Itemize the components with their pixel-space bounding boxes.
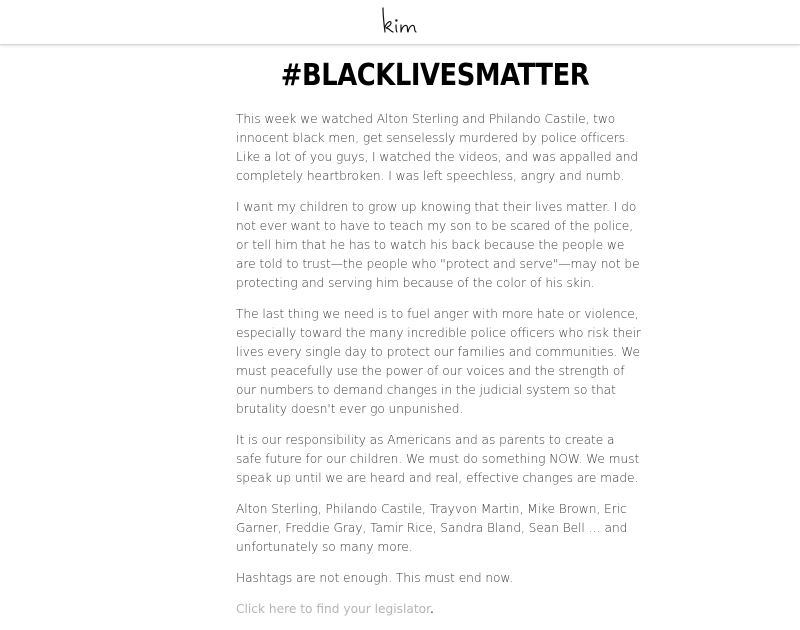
article [236,56,642,619]
top-bar [0,0,800,45]
article-paragraph: The last thing we need is to fuel anger with more hate or violence, especially toward the many incredible police officers who risk their lives every single day to protect our families and communities. We must peacefully use the power of our voices and the strength of our numbers to demand changes in the judicial system so that brutality doesn't ever go unpunished. [236,307,641,416]
article-title: #BLACKLIVESMATTER [280,58,590,93]
article-paragraph: Alton Sterling, Philando Castile, Trayvon Martin, Mike Brown, Eric Garner, Freddie Gray, Tamir Rice, Sandra Bland, Sean Bell … and unfortunately so many more. [236,502,628,554]
link-period: . [430,602,434,616]
kim-script-logo-icon [377,5,423,39]
article-paragraph: This week we watched Alton Sterling and Philando Castile, two innocent black men, get senselessly murdered by police officers. Like a lot of you guys, I watched the videos, and was appalled and completely heartbroken. I was left speechless, angry and numb. [236,112,639,183]
legislator-link-line [236,600,642,619]
article-paragraph: I want my children to grow up knowing that their lives matter. I do not ever want to have to teach my son to be scared of the police, or tell him that he has to watch his back because the people we are told to trust—the people who "protect and serve"—may not be protecting and serving him because of the color of his skin. [236,200,640,290]
article-paragraph: It is our responsibility as Americans and as parents to create a safe future for our children. We must do something NOW. We must speak up until we are heard and real, effective changes are made. [236,433,640,485]
article-paragraph: Hashtags are not enough. This must end now. [236,571,514,585]
find-legislator-link[interactable]: Click here to find your legislator [236,602,430,616]
kim-logo[interactable] [377,5,423,39]
